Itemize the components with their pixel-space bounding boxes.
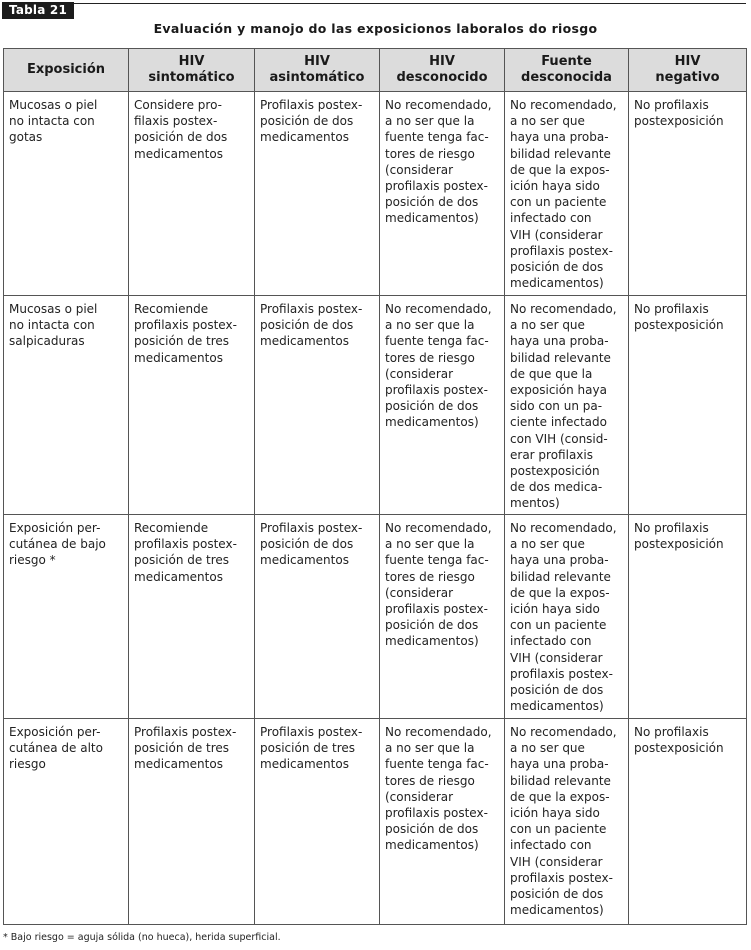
cell-exposicion	[4, 719, 129, 925]
cell-text-line: posición de dos	[385, 618, 479, 633]
cell-text-line: medicamentos	[134, 350, 223, 365]
header-hiv-negativo	[629, 49, 747, 92]
cell-text-line: Mucosas o piel	[9, 302, 98, 316]
cell-text-line: (considerar	[385, 162, 454, 177]
cell-text-line: a no ser que	[510, 114, 585, 129]
cell-text-line: profilaxis postex-	[510, 870, 613, 885]
table-title: Evaluación y manojo do las exposicionos laboralos do riosgo	[153, 21, 598, 36]
cell-text-line: a no ser que	[510, 741, 585, 756]
cell-text-line: Profilaxis postex-	[260, 302, 363, 316]
cell-text-line: No recomendado,	[510, 725, 617, 739]
header-line: HIV	[178, 54, 205, 69]
cell-text-line: tores de riesgo	[385, 350, 475, 365]
cell-text-line: medicamentos	[134, 146, 223, 161]
header-line: Exposición	[26, 62, 106, 77]
cell-text-line: ición haya sido	[510, 806, 600, 821]
cell-text-line: medicamentos)	[385, 634, 479, 649]
cell-text-line: profilaxis postex-	[385, 806, 488, 821]
cell-fuente-desconocida	[505, 515, 629, 719]
cell-text-line: a no ser que la	[385, 114, 475, 129]
table-row	[4, 719, 747, 925]
cell-text-line: medicamentos)	[510, 903, 604, 918]
table-tag: Tabla 21	[2, 2, 74, 19]
cell-text-line: medicamentos	[260, 130, 349, 145]
cell-text-line: Profilaxis postex-	[260, 98, 363, 112]
header-hiv-desconocido	[380, 49, 505, 92]
header-line: negativo	[655, 70, 720, 85]
exposure-table	[3, 48, 747, 925]
cell-text-line: No recomendado,	[385, 302, 492, 316]
cell-text-line: No recomendado,	[385, 725, 492, 739]
cell-text-line: medicamentos	[260, 334, 349, 349]
cell-text-line: fuente tenga fac-	[385, 553, 489, 568]
cell-text-line: No recomendado,	[510, 302, 617, 316]
cell-text-line: profilaxis postex-	[134, 318, 237, 333]
cell-fuente-desconocida	[505, 296, 629, 515]
cell-text-line: No recomendado,	[385, 98, 492, 112]
cell-text-line: no intacta con	[9, 318, 95, 333]
cell-text-line: posición de dos	[510, 260, 604, 275]
cell-text-line: a no ser que la	[385, 537, 475, 552]
header-line: HIV	[429, 54, 455, 69]
cell-text-line: ición haya sido	[510, 179, 600, 194]
cell-hiv-sintomatico	[129, 92, 255, 296]
cell-text-line: con un paciente	[510, 822, 607, 837]
cell-hiv-desconocido	[380, 515, 505, 719]
header-line: desconocida	[521, 70, 612, 85]
cell-text-line: medicamentos)	[385, 838, 479, 853]
cell-text-line: posición de dos	[510, 887, 604, 902]
cell-text-line: medicamentos	[260, 553, 349, 568]
cell-text-line: posición de tres	[260, 741, 356, 756]
header-line: HIV	[674, 54, 701, 69]
cell-text-line: VIH (considerar	[510, 854, 603, 869]
cell-text-line: No profilaxis	[634, 98, 709, 112]
cell-text-line: (considerar	[385, 366, 454, 381]
cell-text-line: postexposición	[510, 464, 600, 479]
cell-text-line: a no ser que la	[385, 318, 475, 333]
cell-text-line: ición haya sido	[510, 602, 600, 617]
cell-text-line: infectado con	[510, 634, 592, 649]
cell-hiv-desconocido	[380, 719, 505, 925]
cell-hiv-negativo	[629, 515, 747, 719]
cell-text-line: con un paciente	[510, 195, 607, 210]
cell-text-line: profilaxis postex-	[385, 383, 488, 398]
cell-text-line: Profilaxis postex-	[260, 521, 363, 535]
header-hiv-sintomatico	[129, 49, 255, 92]
cell-text-line: Exposición per-	[9, 521, 101, 535]
cell-text-line: No recomendado,	[510, 98, 617, 112]
header-line: Fuente	[541, 54, 592, 69]
cell-hiv-negativo	[629, 92, 747, 296]
cell-text-line: posición de tres	[134, 334, 230, 349]
header-exposicion	[4, 49, 129, 92]
cell-text-line: profilaxis postex-	[134, 537, 237, 552]
header-line: desconocido	[396, 70, 488, 85]
cell-hiv-asintomatico	[255, 515, 380, 719]
cell-fuente-desconocida	[505, 719, 629, 925]
cell-hiv-negativo	[629, 296, 747, 515]
cell-text-line: Considere pro-	[134, 98, 222, 112]
cell-text-line: No recomendado,	[510, 521, 617, 535]
cell-text-line: riesgo	[9, 757, 46, 772]
cell-text-line: Recomiende	[134, 521, 209, 535]
cell-hiv-sintomatico	[129, 515, 255, 719]
cell-text-line: de que la expos-	[510, 789, 610, 804]
cell-text-line: posición de tres	[134, 741, 230, 756]
cell-text-line: ciente infectado	[510, 415, 607, 430]
cell-text-line: posición de dos	[134, 130, 228, 145]
cell-text-line: profilaxis postex-	[385, 602, 488, 617]
cell-text-line: postexposición	[634, 318, 724, 333]
cell-fuente-desconocida	[505, 92, 629, 296]
cell-text-line: haya una proba-	[510, 334, 609, 349]
cell-text-line: a no ser que	[510, 537, 585, 552]
cell-text-line: posición de dos	[385, 399, 479, 414]
cell-text-line: bilidad relevante	[510, 146, 611, 161]
cell-text-line: fuente tenga fac-	[385, 757, 489, 772]
cell-text-line: fuente tenga fac-	[385, 334, 489, 349]
cell-text-line: haya una proba-	[510, 130, 609, 145]
cell-text-line: posición de dos	[260, 114, 354, 129]
cell-hiv-negativo	[629, 719, 747, 925]
cell-text-line: mentos)	[510, 496, 560, 511]
cell-exposicion	[4, 296, 129, 515]
cell-text-line: postexposición	[634, 537, 724, 552]
cell-text-line: bilidad relevante	[510, 569, 611, 584]
table-row	[4, 92, 747, 296]
cell-hiv-sintomatico	[129, 719, 255, 925]
cell-text-line: riesgo *	[9, 553, 56, 568]
footnote: * Bajo riesgo = aguja sólida (no hueca), herida superficial.	[3, 932, 281, 943]
cell-text-line: medicamentos	[134, 757, 223, 772]
cell-text-line: posición de dos	[385, 822, 479, 837]
table-row	[4, 296, 747, 515]
cell-text-line: cutánea de alto	[9, 741, 103, 756]
cell-text-line: bilidad relevante	[510, 350, 611, 365]
cell-text-line: posición de dos	[510, 683, 604, 698]
cell-text-line: tores de riesgo	[385, 569, 475, 584]
cell-hiv-asintomatico	[255, 92, 380, 296]
table-row	[4, 515, 747, 719]
cell-text-line: cutánea de bajo	[9, 537, 106, 552]
cell-text-line: No profilaxis	[634, 725, 709, 739]
cell-exposicion	[4, 515, 129, 719]
cell-text-line: (considerar	[385, 789, 454, 804]
header-fuente-desconocida	[505, 49, 629, 92]
cell-text-line: postexposición	[634, 114, 724, 129]
header-line: sintomático	[148, 70, 235, 85]
cell-text-line: gotas	[9, 130, 43, 145]
cell-text-line: tores de riesgo	[385, 773, 475, 788]
cell-text-line: profilaxis postex-	[510, 666, 613, 681]
cell-text-line: de que que la	[510, 366, 593, 381]
cell-text-line: posición de dos	[260, 537, 354, 552]
cell-text-line: Profilaxis postex-	[134, 725, 237, 739]
cell-text-line: posición de dos	[385, 195, 479, 210]
cell-text-line: con un paciente	[510, 618, 607, 633]
cell-hiv-asintomatico	[255, 296, 380, 515]
cell-text-line: medicamentos	[260, 757, 349, 772]
cell-text-line: infectado con	[510, 211, 592, 226]
cell-text-line: con VIH (consid-	[510, 431, 608, 446]
header-line: asintomático	[269, 70, 365, 85]
cell-text-line: posición de dos	[260, 318, 354, 333]
cell-text-line: exposición haya	[510, 383, 607, 398]
cell-text-line: postexposición	[634, 741, 724, 756]
cell-text-line: VIH (considerar	[510, 650, 603, 665]
cell-text-line: Exposición per-	[9, 725, 101, 739]
header-hiv-asintomatico	[255, 49, 380, 92]
cell-text-line: posición de tres	[134, 553, 230, 568]
cell-text-line: Mucosas o piel	[9, 98, 98, 112]
cell-text-line: VIH (considerar	[510, 227, 603, 242]
cell-text-line: No profilaxis	[634, 521, 709, 535]
cell-text-line: bilidad relevante	[510, 773, 611, 788]
header-row	[4, 49, 747, 92]
cell-text-line: medicamentos)	[510, 699, 604, 714]
cell-text-line: no intacta con	[9, 114, 95, 129]
cell-text-line: medicamentos)	[385, 211, 479, 226]
cell-text-line: erar profilaxis	[510, 447, 593, 462]
cell-text-line: medicamentos)	[510, 276, 604, 291]
cell-text-line: profilaxis postex-	[510, 243, 613, 258]
cell-text-line: sido con un pa-	[510, 399, 603, 414]
cell-text-line: salpicaduras	[9, 334, 85, 349]
cell-text-line: tores de riesgo	[385, 146, 475, 161]
cell-hiv-sintomatico	[129, 296, 255, 515]
cell-text-line: haya una proba-	[510, 553, 609, 568]
cell-hiv-desconocido	[380, 92, 505, 296]
cell-text-line: Profilaxis postex-	[260, 725, 363, 739]
cell-hiv-desconocido	[380, 296, 505, 515]
cell-text-line: infectado con	[510, 838, 592, 853]
cell-text-line: a no ser que	[510, 318, 585, 333]
cell-text-line: No profilaxis	[634, 302, 709, 316]
cell-text-line: Recomiende	[134, 302, 209, 316]
cell-text-line: filaxis postex-	[134, 114, 218, 129]
cell-exposicion	[4, 92, 129, 296]
cell-text-line: fuente tenga fac-	[385, 130, 489, 145]
cell-text-line: haya una proba-	[510, 757, 609, 772]
cell-text-line: de que la expos-	[510, 585, 610, 600]
cell-text-line: medicamentos)	[385, 415, 479, 430]
cell-text-line: de que la expos-	[510, 162, 610, 177]
cell-text-line: profilaxis postex-	[385, 179, 488, 194]
cell-text-line: No recomendado,	[385, 521, 492, 535]
header-line: HIV	[304, 54, 330, 69]
cell-hiv-asintomatico	[255, 719, 380, 925]
cell-text-line: medicamentos	[134, 569, 223, 584]
cell-text-line: (considerar	[385, 585, 454, 600]
cell-text-line: a no ser que la	[385, 741, 475, 756]
top-rule	[70, 3, 746, 4]
cell-text-line: de dos medica-	[510, 480, 603, 495]
